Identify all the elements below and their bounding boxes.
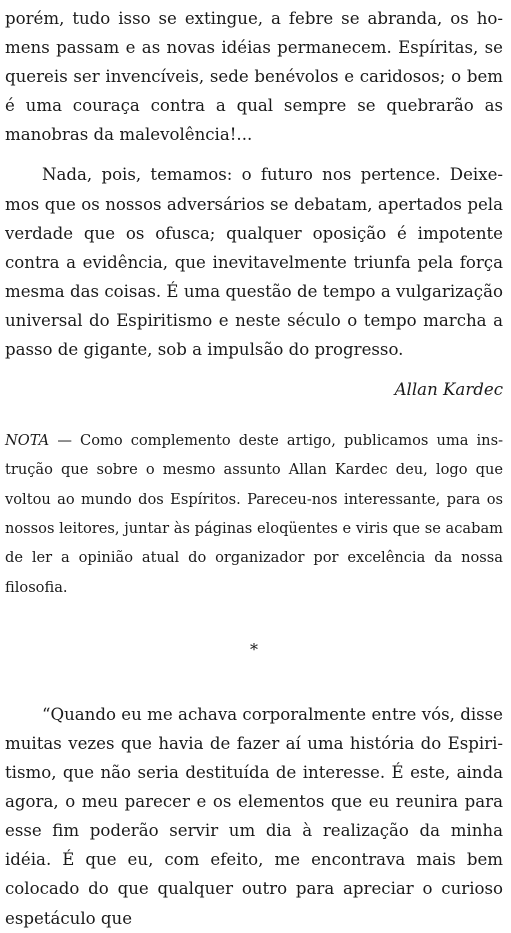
paragraph-1: porém, tudo isso se extingue, a febre se abranda, os homens passam e as novas idéias permanecem. Espíritas, se quereis ser invencíveis, sede benévolos e caridosos; o bem é uma couraça contra a qual sempre se quebrarão as manobras da malevolência!... bbox=[5, 9, 503, 145]
paragraph-3: “Quando eu me achava corporalmente entre vós, disse muitas vezes que havia de fazer aí uma história do Espiritismo, que não seria destituída de interesse. É este, ainda agora, o meu parecer e os elementos que eu reunira para esse fim poderão servir um dia à realização da minha idéia. É que eu, com efeito, me encontrava mais bem colocado do que qualquer outro para apreciar o curioso espetáculo que bbox=[5, 704, 503, 928]
note-paragraph bbox=[5, 426, 503, 602]
document-page bbox=[5, 0, 503, 933]
paragraph-2: Nada, pois, temamos: o futuro nos pertence. Deixemos que os nossos adversários se debatam, apertados pela verdade que os ofusca; qualquer oposição é impotente contra a evidência, que inevitavelmente triunfa pela força mesma das coisas. É uma questão de tempo a vulgarização universal do Espiritismo e neste século o tempo marcha a passo de gigante, sob a impulsão do progresso. bbox=[5, 165, 503, 360]
signature: Allan Kardec bbox=[394, 380, 503, 400]
note-text: Como complemento deste artigo, publicamos uma instrução que sobre o mesmo assunto Allan Kardec deu, logo que voltou ao mundo dos Espíritos. Pareceu-nos interessante, para os nossos leitores, juntar às páginas eloqüentes e viris que se acabam de ler a opinião atual do organizador por excelência da nossa filosofia. bbox=[5, 432, 503, 596]
note-dash: — bbox=[49, 432, 81, 450]
section-separator: * bbox=[250, 639, 258, 659]
note-label: NOTA bbox=[5, 432, 50, 450]
